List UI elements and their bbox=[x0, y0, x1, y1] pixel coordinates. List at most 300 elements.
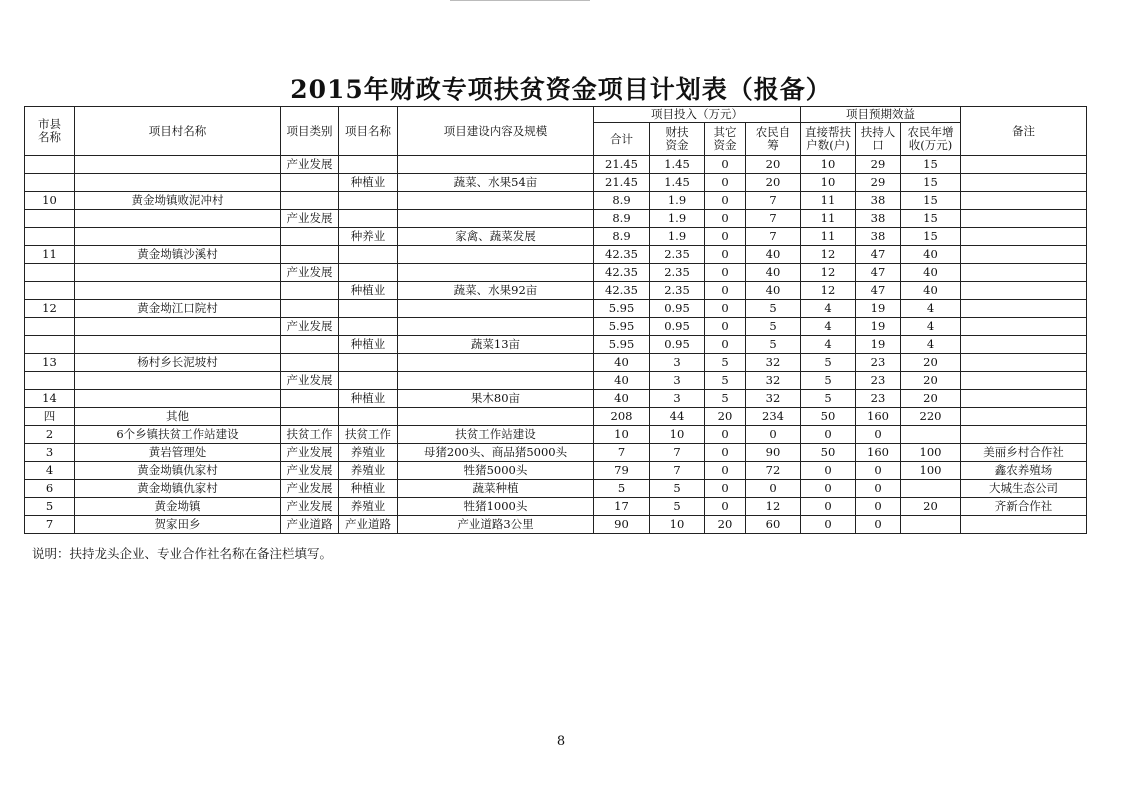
cell-fin-fund: 7 bbox=[650, 462, 705, 480]
cell-content: 产业道路3公里 bbox=[398, 516, 594, 534]
cell-content bbox=[398, 192, 594, 210]
cell-category: 产业发展 bbox=[281, 480, 339, 498]
cell-fin-fund: 1.9 bbox=[650, 192, 705, 210]
cell-village: 贺家田乡 bbox=[75, 516, 281, 534]
cell-project-name bbox=[339, 408, 398, 426]
cell-category bbox=[281, 192, 339, 210]
cell-households: 12 bbox=[801, 282, 856, 300]
cell-remark bbox=[961, 300, 1087, 318]
cell-other-fund: 0 bbox=[705, 246, 746, 264]
cell-population: 47 bbox=[856, 264, 901, 282]
cell-index: 14 bbox=[25, 390, 75, 408]
cell-farmer-fund: 40 bbox=[746, 246, 801, 264]
cell-category: 产业发展 bbox=[281, 156, 339, 174]
cell-fin-fund: 0.95 bbox=[650, 318, 705, 336]
cell-income: 15 bbox=[901, 228, 961, 246]
cell-other-fund: 5 bbox=[705, 354, 746, 372]
cell-farmer-fund: 7 bbox=[746, 228, 801, 246]
cell-farmer-fund: 90 bbox=[746, 444, 801, 462]
cell-households: 0 bbox=[801, 516, 856, 534]
cell-population: 19 bbox=[856, 336, 901, 354]
header-households: 直接帮扶 户数(户) bbox=[801, 123, 856, 156]
cell-village: 黄金坳镇仇家村 bbox=[75, 480, 281, 498]
cell-households: 5 bbox=[801, 372, 856, 390]
cell-total: 42.35 bbox=[594, 246, 650, 264]
cell-income: 20 bbox=[901, 354, 961, 372]
cell-farmer-fund: 7 bbox=[746, 192, 801, 210]
cell-village bbox=[75, 390, 281, 408]
cell-farmer-fund: 20 bbox=[746, 174, 801, 192]
cell-income: 40 bbox=[901, 264, 961, 282]
cell-income bbox=[901, 516, 961, 534]
cell-fin-fund: 5 bbox=[650, 480, 705, 498]
cell-income bbox=[901, 480, 961, 498]
cell-village bbox=[75, 174, 281, 192]
cell-income: 15 bbox=[901, 192, 961, 210]
cell-project-name bbox=[339, 156, 398, 174]
cell-total: 21.45 bbox=[594, 156, 650, 174]
cell-village: 黄金坳镇仇家村 bbox=[75, 462, 281, 480]
cell-farmer-fund: 5 bbox=[746, 336, 801, 354]
cell-remark bbox=[961, 156, 1087, 174]
table-row bbox=[25, 246, 1087, 264]
cell-income: 20 bbox=[901, 372, 961, 390]
cell-village: 黄岩管理处 bbox=[75, 444, 281, 462]
cell-farmer-fund: 7 bbox=[746, 210, 801, 228]
header-investment-group: 项目投入（万元） bbox=[594, 107, 801, 123]
cell-households: 5 bbox=[801, 390, 856, 408]
cell-category bbox=[281, 174, 339, 192]
header-project-name: 项目名称 bbox=[339, 107, 398, 156]
cell-total: 8.9 bbox=[594, 228, 650, 246]
cell-households: 11 bbox=[801, 210, 856, 228]
cell-index: 5 bbox=[25, 498, 75, 516]
header-benefit-group: 项目预期效益 bbox=[801, 107, 961, 123]
cell-index: 12 bbox=[25, 300, 75, 318]
cell-total: 10 bbox=[594, 426, 650, 444]
table-row bbox=[25, 516, 1087, 534]
cell-remark bbox=[961, 336, 1087, 354]
cell-farmer-fund: 20 bbox=[746, 156, 801, 174]
cell-remark: 大城生态公司 bbox=[961, 480, 1087, 498]
cell-content bbox=[398, 408, 594, 426]
cell-index: 10 bbox=[25, 192, 75, 210]
cell-income: 15 bbox=[901, 156, 961, 174]
cell-other-fund: 0 bbox=[705, 300, 746, 318]
cell-content: 扶贫工作站建设 bbox=[398, 426, 594, 444]
cell-population: 0 bbox=[856, 516, 901, 534]
cell-category bbox=[281, 354, 339, 372]
footnote: 说明：扶持龙头企业、专业合作社名称在备注栏填写。 bbox=[32, 546, 333, 561]
cell-fin-fund: 0.95 bbox=[650, 300, 705, 318]
cell-content: 牲猪1000头 bbox=[398, 498, 594, 516]
cell-other-fund: 0 bbox=[705, 174, 746, 192]
cell-income: 40 bbox=[901, 246, 961, 264]
cell-population: 160 bbox=[856, 444, 901, 462]
cell-village bbox=[75, 210, 281, 228]
cell-population: 0 bbox=[856, 426, 901, 444]
cell-income: 15 bbox=[901, 174, 961, 192]
cell-households: 11 bbox=[801, 228, 856, 246]
cell-farmer-fund: 5 bbox=[746, 300, 801, 318]
header-other-fund: 其它 资金 bbox=[705, 123, 746, 156]
cell-category: 产业道路 bbox=[281, 516, 339, 534]
cell-content: 蔬菜、水果92亩 bbox=[398, 282, 594, 300]
cell-remark bbox=[961, 264, 1087, 282]
cell-income: 20 bbox=[901, 498, 961, 516]
cell-farmer-fund: 40 bbox=[746, 264, 801, 282]
cell-other-fund: 5 bbox=[705, 372, 746, 390]
cell-farmer-fund: 32 bbox=[746, 390, 801, 408]
cell-households: 10 bbox=[801, 156, 856, 174]
header-village: 项目村名称 bbox=[75, 107, 281, 156]
cell-farmer-fund: 12 bbox=[746, 498, 801, 516]
cell-project-name: 产业道路 bbox=[339, 516, 398, 534]
cell-project-name: 养殖业 bbox=[339, 462, 398, 480]
table-body bbox=[25, 156, 1087, 534]
cell-project-name: 种植业 bbox=[339, 282, 398, 300]
cell-fin-fund: 5 bbox=[650, 498, 705, 516]
cell-fin-fund: 1.9 bbox=[650, 228, 705, 246]
cell-total: 8.9 bbox=[594, 210, 650, 228]
cell-content bbox=[398, 354, 594, 372]
cell-remark bbox=[961, 408, 1087, 426]
cell-population: 38 bbox=[856, 210, 901, 228]
cell-income: 220 bbox=[901, 408, 961, 426]
cell-village bbox=[75, 318, 281, 336]
cell-households: 0 bbox=[801, 480, 856, 498]
cell-farmer-fund: 5 bbox=[746, 318, 801, 336]
cell-total: 208 bbox=[594, 408, 650, 426]
cell-remark bbox=[961, 318, 1087, 336]
cell-village: 黄金坳江口院村 bbox=[75, 300, 281, 318]
header-fin-fund: 财扶 资金 bbox=[650, 123, 705, 156]
page-title: 2015年财政专项扶贫资金项目计划表（报备） bbox=[290, 75, 832, 104]
header-category: 项目类别 bbox=[281, 107, 339, 156]
table-row bbox=[25, 282, 1087, 300]
cell-remark bbox=[961, 354, 1087, 372]
cell-population: 19 bbox=[856, 300, 901, 318]
cell-fin-fund: 0.95 bbox=[650, 336, 705, 354]
cell-index: 13 bbox=[25, 354, 75, 372]
cell-village: 其他 bbox=[75, 408, 281, 426]
cell-project-name: 种植业 bbox=[339, 336, 398, 354]
cell-index bbox=[25, 264, 75, 282]
cell-remark bbox=[961, 192, 1087, 210]
cell-households: 0 bbox=[801, 498, 856, 516]
header-content: 项目建设内容及规模 bbox=[398, 107, 594, 156]
cell-project-name: 种养业 bbox=[339, 228, 398, 246]
cell-village bbox=[75, 156, 281, 174]
cell-remark: 齐新合作社 bbox=[961, 498, 1087, 516]
cell-farmer-fund: 72 bbox=[746, 462, 801, 480]
cell-index bbox=[25, 372, 75, 390]
cell-category: 产业发展 bbox=[281, 444, 339, 462]
cell-other-fund: 5 bbox=[705, 390, 746, 408]
cell-remark: 鑫农养殖场 bbox=[961, 462, 1087, 480]
cell-households: 50 bbox=[801, 408, 856, 426]
table-row bbox=[25, 408, 1087, 426]
cell-population: 29 bbox=[856, 174, 901, 192]
cell-fin-fund: 10 bbox=[650, 426, 705, 444]
cell-other-fund: 20 bbox=[705, 408, 746, 426]
cell-project-name bbox=[339, 264, 398, 282]
header-total: 合计 bbox=[594, 123, 650, 156]
cell-category: 产业发展 bbox=[281, 210, 339, 228]
cell-households: 5 bbox=[801, 354, 856, 372]
plan-table bbox=[24, 106, 1087, 534]
cell-farmer-fund: 0 bbox=[746, 480, 801, 498]
cell-category bbox=[281, 246, 339, 264]
cell-village bbox=[75, 282, 281, 300]
cell-income: 20 bbox=[901, 390, 961, 408]
cell-village: 黄金坳镇败泥冲村 bbox=[75, 192, 281, 210]
cell-fin-fund: 3 bbox=[650, 372, 705, 390]
cell-category bbox=[281, 336, 339, 354]
table-row bbox=[25, 210, 1087, 228]
cell-other-fund: 0 bbox=[705, 210, 746, 228]
cell-project-name bbox=[339, 318, 398, 336]
cell-other-fund: 0 bbox=[705, 318, 746, 336]
cell-index: 四 bbox=[25, 408, 75, 426]
cell-category: 扶贫工作 bbox=[281, 426, 339, 444]
cell-project-name bbox=[339, 372, 398, 390]
table-row bbox=[25, 156, 1087, 174]
cell-index bbox=[25, 156, 75, 174]
cell-total: 40 bbox=[594, 354, 650, 372]
cell-fin-fund: 2.35 bbox=[650, 282, 705, 300]
cell-other-fund: 0 bbox=[705, 192, 746, 210]
cell-other-fund: 0 bbox=[705, 282, 746, 300]
cell-content bbox=[398, 246, 594, 264]
cell-households: 11 bbox=[801, 192, 856, 210]
cell-remark bbox=[961, 174, 1087, 192]
cell-other-fund: 0 bbox=[705, 336, 746, 354]
cell-index bbox=[25, 282, 75, 300]
cell-village: 6个乡镇扶贫工作站建设 bbox=[75, 426, 281, 444]
table-row bbox=[25, 264, 1087, 282]
cell-village bbox=[75, 372, 281, 390]
header-farmer-fund: 农民自 筹 bbox=[746, 123, 801, 156]
table-row bbox=[25, 318, 1087, 336]
cell-index: 7 bbox=[25, 516, 75, 534]
cell-income: 15 bbox=[901, 210, 961, 228]
cell-population: 160 bbox=[856, 408, 901, 426]
cell-income: 4 bbox=[901, 318, 961, 336]
cell-index: 2 bbox=[25, 426, 75, 444]
cell-fin-fund: 7 bbox=[650, 444, 705, 462]
cell-fin-fund: 1.9 bbox=[650, 210, 705, 228]
cell-total: 90 bbox=[594, 516, 650, 534]
cell-category bbox=[281, 282, 339, 300]
cell-project-name bbox=[339, 300, 398, 318]
cell-households: 12 bbox=[801, 264, 856, 282]
cell-population: 0 bbox=[856, 462, 901, 480]
cell-total: 7 bbox=[594, 444, 650, 462]
cell-farmer-fund: 32 bbox=[746, 354, 801, 372]
cell-population: 29 bbox=[856, 156, 901, 174]
cell-village: 黄金坳镇沙溪村 bbox=[75, 246, 281, 264]
table-row bbox=[25, 192, 1087, 210]
cell-content bbox=[398, 300, 594, 318]
header-remark: 备注 bbox=[961, 107, 1087, 156]
cell-project-name: 养殖业 bbox=[339, 498, 398, 516]
page-number: 8 bbox=[556, 734, 566, 749]
cell-index bbox=[25, 228, 75, 246]
cell-village: 杨村乡长泥坡村 bbox=[75, 354, 281, 372]
cell-total: 40 bbox=[594, 372, 650, 390]
cell-category: 产业发展 bbox=[281, 318, 339, 336]
cell-total: 8.9 bbox=[594, 192, 650, 210]
table-row bbox=[25, 228, 1087, 246]
cell-total: 42.35 bbox=[594, 264, 650, 282]
cell-village bbox=[75, 228, 281, 246]
cell-category: 产业发展 bbox=[281, 462, 339, 480]
header-income: 农民年增 收(万元) bbox=[901, 123, 961, 156]
cell-farmer-fund: 32 bbox=[746, 372, 801, 390]
cell-population: 47 bbox=[856, 246, 901, 264]
cell-fin-fund: 10 bbox=[650, 516, 705, 534]
cell-project-name bbox=[339, 354, 398, 372]
cell-households: 4 bbox=[801, 336, 856, 354]
header-city: 市县 名称 bbox=[25, 107, 75, 156]
cell-households: 0 bbox=[801, 426, 856, 444]
cell-population: 0 bbox=[856, 498, 901, 516]
cell-content bbox=[398, 264, 594, 282]
cell-population: 23 bbox=[856, 390, 901, 408]
cell-content bbox=[398, 210, 594, 228]
cell-total: 21.45 bbox=[594, 174, 650, 192]
cell-income: 100 bbox=[901, 462, 961, 480]
table-row bbox=[25, 426, 1087, 444]
cell-total: 5 bbox=[594, 480, 650, 498]
cell-remark bbox=[961, 372, 1087, 390]
cell-category bbox=[281, 300, 339, 318]
cell-total: 5.95 bbox=[594, 336, 650, 354]
cell-population: 0 bbox=[856, 480, 901, 498]
cell-fin-fund: 2.35 bbox=[650, 264, 705, 282]
cell-remark bbox=[961, 390, 1087, 408]
cell-total: 17 bbox=[594, 498, 650, 516]
cell-content bbox=[398, 318, 594, 336]
cell-content bbox=[398, 156, 594, 174]
cell-index bbox=[25, 210, 75, 228]
cell-content: 蔬菜、水果54亩 bbox=[398, 174, 594, 192]
table-row bbox=[25, 354, 1087, 372]
cell-category bbox=[281, 390, 339, 408]
cell-other-fund: 20 bbox=[705, 516, 746, 534]
cell-households: 4 bbox=[801, 300, 856, 318]
table-row bbox=[25, 174, 1087, 192]
cell-index: 3 bbox=[25, 444, 75, 462]
cell-total: 5.95 bbox=[594, 300, 650, 318]
cell-farmer-fund: 0 bbox=[746, 426, 801, 444]
cell-income: 4 bbox=[901, 336, 961, 354]
cell-project-name: 种植业 bbox=[339, 390, 398, 408]
cell-total: 40 bbox=[594, 390, 650, 408]
cell-income: 100 bbox=[901, 444, 961, 462]
table-row bbox=[25, 300, 1087, 318]
cell-population: 38 bbox=[856, 192, 901, 210]
cell-other-fund: 0 bbox=[705, 480, 746, 498]
cell-remark bbox=[961, 426, 1087, 444]
cell-households: 4 bbox=[801, 318, 856, 336]
table-row bbox=[25, 480, 1087, 498]
cell-category bbox=[281, 228, 339, 246]
cell-project-name bbox=[339, 210, 398, 228]
cell-remark bbox=[961, 210, 1087, 228]
cell-fin-fund: 1.45 bbox=[650, 156, 705, 174]
cell-index: 11 bbox=[25, 246, 75, 264]
cell-project-name bbox=[339, 192, 398, 210]
cell-income bbox=[901, 426, 961, 444]
cell-content bbox=[398, 372, 594, 390]
cell-village bbox=[75, 264, 281, 282]
cell-project-name: 种植业 bbox=[339, 174, 398, 192]
cell-category: 产业发展 bbox=[281, 498, 339, 516]
cell-households: 12 bbox=[801, 246, 856, 264]
cell-index bbox=[25, 174, 75, 192]
cell-total: 79 bbox=[594, 462, 650, 480]
cell-category: 产业发展 bbox=[281, 264, 339, 282]
cell-content: 蔬菜种植 bbox=[398, 480, 594, 498]
table-row bbox=[25, 390, 1087, 408]
cell-fin-fund: 3 bbox=[650, 390, 705, 408]
cell-village bbox=[75, 336, 281, 354]
cell-other-fund: 0 bbox=[705, 462, 746, 480]
table-row bbox=[25, 336, 1087, 354]
cell-other-fund: 0 bbox=[705, 264, 746, 282]
cell-farmer-fund: 234 bbox=[746, 408, 801, 426]
cell-total: 5.95 bbox=[594, 318, 650, 336]
cell-population: 23 bbox=[856, 354, 901, 372]
cell-households: 10 bbox=[801, 174, 856, 192]
cell-content: 果木80亩 bbox=[398, 390, 594, 408]
cell-index bbox=[25, 318, 75, 336]
cell-remark bbox=[961, 282, 1087, 300]
cell-project-name: 扶贫工作 bbox=[339, 426, 398, 444]
cell-other-fund: 0 bbox=[705, 426, 746, 444]
table-row bbox=[25, 498, 1087, 516]
cell-other-fund: 0 bbox=[705, 228, 746, 246]
cell-category: 产业发展 bbox=[281, 372, 339, 390]
table-row bbox=[25, 462, 1087, 480]
cell-fin-fund: 1.45 bbox=[650, 174, 705, 192]
cell-population: 23 bbox=[856, 372, 901, 390]
cell-households: 0 bbox=[801, 462, 856, 480]
cell-project-name: 养殖业 bbox=[339, 444, 398, 462]
cell-content: 蔬菜13亩 bbox=[398, 336, 594, 354]
cell-category bbox=[281, 408, 339, 426]
cell-index: 6 bbox=[25, 480, 75, 498]
cell-fin-fund: 44 bbox=[650, 408, 705, 426]
cell-total: 42.35 bbox=[594, 282, 650, 300]
cell-index: 4 bbox=[25, 462, 75, 480]
cell-other-fund: 0 bbox=[705, 498, 746, 516]
cell-project-name bbox=[339, 246, 398, 264]
cell-index bbox=[25, 336, 75, 354]
cell-remark: 美丽乡村合作社 bbox=[961, 444, 1087, 462]
cell-other-fund: 0 bbox=[705, 444, 746, 462]
cell-fin-fund: 3 bbox=[650, 354, 705, 372]
cell-content: 家禽、蔬菜发展 bbox=[398, 228, 594, 246]
cell-households: 50 bbox=[801, 444, 856, 462]
cell-fin-fund: 2.35 bbox=[650, 246, 705, 264]
cell-remark bbox=[961, 228, 1087, 246]
cell-remark bbox=[961, 246, 1087, 264]
scan-edge-mark bbox=[450, 0, 590, 5]
cell-village: 黄金坳镇 bbox=[75, 498, 281, 516]
